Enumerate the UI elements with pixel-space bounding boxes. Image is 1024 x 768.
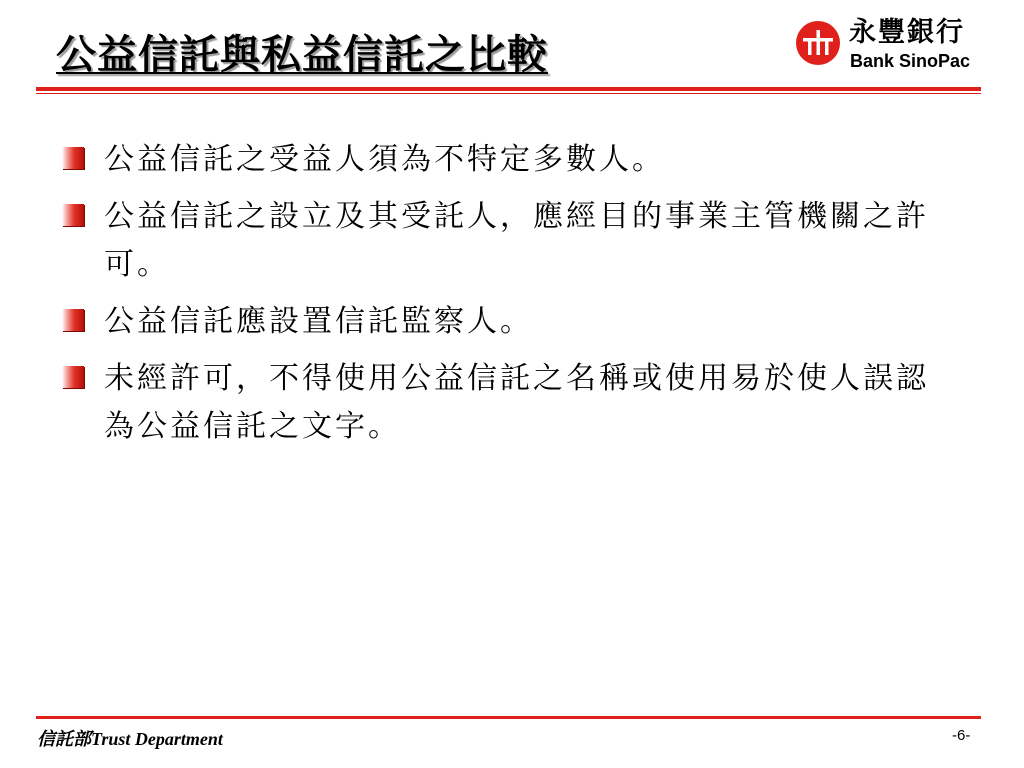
header-divider <box>36 87 981 91</box>
square-bullet-icon <box>62 309 84 331</box>
square-bullet-icon <box>62 147 84 169</box>
bullet-text: 未經許可，不得使用公益信託之名稱或使用易於使人誤認為公益信託之文字。 <box>104 361 929 444</box>
bank-sinopac-logo-icon <box>795 20 841 66</box>
bank-logo <box>795 16 985 76</box>
bullet-list <box>62 136 942 460</box>
footer-department: 信託部Trust Department <box>37 729 223 749</box>
page-number: -6- <box>952 727 971 744</box>
bullet-item <box>62 298 942 346</box>
bullet-text: 公益信託應設置信託監察人。 <box>104 304 533 339</box>
header-divider-thin <box>36 93 981 94</box>
logo-english-name: Bank SinoPac <box>850 51 971 71</box>
bullet-item <box>62 136 942 184</box>
logo-chinese-name: 永豐銀行 <box>849 17 965 48</box>
slide-title: 公益信託與私益信託之比較 <box>56 31 548 78</box>
bullet-text: 公益信託之設立及其受託人，應經目的事業主管機關之許可。 <box>104 199 929 282</box>
square-bullet-icon <box>62 204 84 226</box>
square-bullet-icon <box>62 366 84 388</box>
bullet-item <box>62 355 942 451</box>
bullet-text: 公益信託之受益人須為不特定多數人。 <box>104 142 665 177</box>
footer-divider <box>36 716 981 719</box>
bullet-item <box>62 193 942 289</box>
